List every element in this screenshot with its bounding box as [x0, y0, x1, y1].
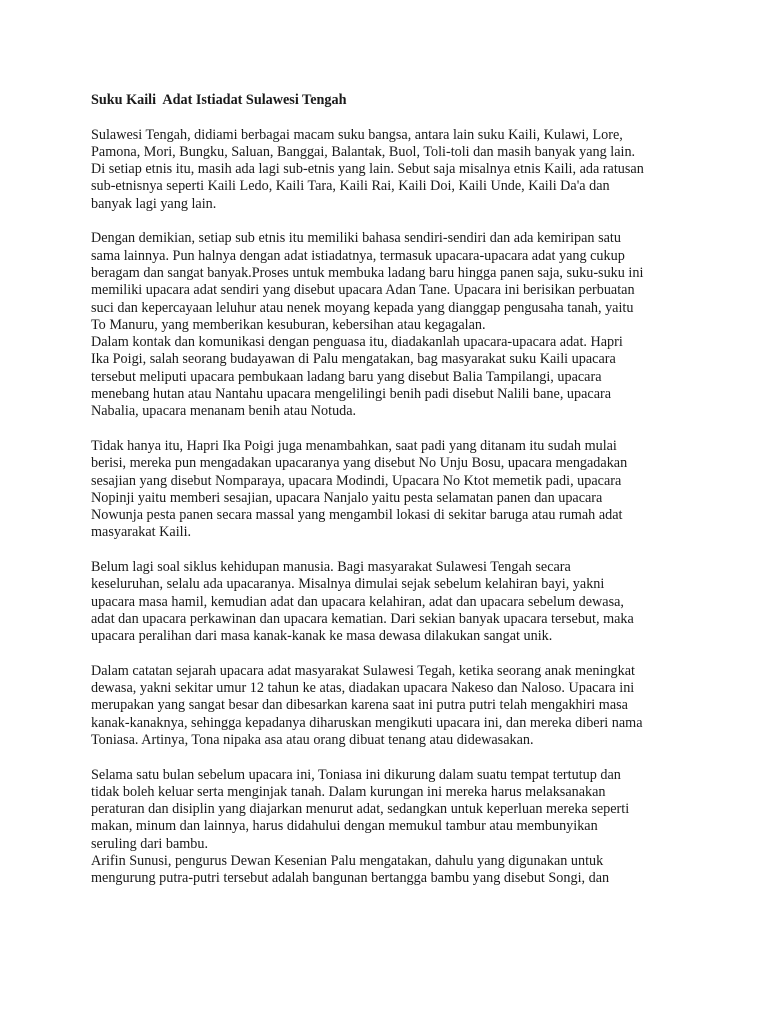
- text-line: banyak lagi yang lain.: [91, 195, 217, 212]
- paragraph: [91, 853, 691, 888]
- text-line: masyarakat Kaili.: [91, 524, 192, 541]
- text-line: Di setiap etnis itu, masih ada lagi sub-etnis yang lain. Sebut saja misalnya etnis Kaili, ada ratusan: [91, 161, 644, 178]
- text-line: Tidak hanya itu, Hapri Ika Poigi juga menambahkan, saat padi yang ditanam itu sudah mulai: [91, 437, 617, 454]
- text-line: Dalam catatan sejarah upacara adat masyarakat Sulawesi Tegah, ketika seorang anak meningkat: [91, 662, 635, 679]
- paragraph: [91, 767, 691, 853]
- text-line: menebang hutan atau Nantahu upacara mengelilingi benih padi disebut Nalili bane, upacara: [91, 386, 612, 403]
- text-line: seruling dari bambu.: [91, 835, 209, 852]
- document-body: [91, 92, 691, 905]
- text-line: Nopinji yaitu memberi sesajian, upacara Nanjalo yaitu pesta selamatan panen dan upacara: [91, 489, 603, 506]
- document-title: Suku Kaili Adat Istiadat Sulawesi Tengah: [91, 92, 347, 108]
- text-line: Ika Poigi, salah seorang budayawan di Palu mengatakan, bag masyarakat suku Kaili upacara: [91, 351, 616, 368]
- text-line: mengurung putra-putri tersebut adalah bangunan bertangga bambu yang disebut Songi, dan: [91, 870, 610, 887]
- text-line: upacara masa hamil, kemudian adat dan upacara kelahiran, adat dan upacara sebelum dewasa,: [91, 593, 624, 610]
- text-line: peraturan dan disiplin yang diajarkan menurut adat, sedangkan untuk keperluan mereka seperti: [91, 801, 630, 818]
- text-line: tersebut meliputi upacara pembukaan ladang baru yang disebut Balia Tampilangi, upacara: [91, 368, 602, 385]
- text-line: suci dan kepercayaan leluhur atau nenek moyang kepada yang dianggap pengusaha tanah, yaitu: [91, 299, 634, 316]
- paragraph: [91, 127, 691, 213]
- text-line: memiliki upacara adat sendiri yang disebut upacara Adan Tane. Upacara ini berisikan perbuatan: [91, 282, 635, 299]
- text-line: berisi, mereka pun mengadakan upacaranya yang disebut No Unju Bosu, upacara mengadakan: [91, 455, 628, 472]
- text-line: Pamona, Mori, Bungku, Saluan, Banggai, Balantak, Buol, Toli-toli dan masih banyak yang lain.: [91, 143, 636, 160]
- text-line: makan, minum dan lainnya, harus didahului dengan memukul tambur atau membunyikan: [91, 818, 598, 835]
- paragraph: [91, 438, 691, 542]
- text-line: keseluruhan, selalu ada upacaranya. Misalnya dimulai sejak sebelum kelahiran bayi, yakni: [91, 576, 605, 593]
- text-line: merupakan yang sangat besar dan dibesarkan karena saat ini putra putri telah mengakhiri masa: [91, 697, 628, 714]
- text-line: Selama satu bulan sebelum upacara ini, Toniasa ini dikurung dalam suatu tempat tertutup dan: [91, 766, 621, 783]
- text-line: Nowunja pesta panen secara massal yang mengambil lokasi di sekitar baruga atau rumah adat: [91, 507, 623, 524]
- text-line: dewasa, yakni sekitar umur 12 tahun ke atas, diadakan upacara Nakeso dan Naloso. Upacara ini: [91, 680, 635, 697]
- text-line: Dalam kontak dan komunikasi dengan penguasa itu, diadakanlah upacara-upacara adat. Hapri: [91, 334, 623, 351]
- paragraph: [91, 230, 691, 334]
- text-line: Arifin Sunusi, pengurus Dewan Kesenian Palu mengatakan, dahulu yang digunakan untuk: [91, 853, 604, 870]
- text-line: sama lainnya. Pun halnya dengan adat istiadatnya, termasuk upacara-upacara adat yang cukup: [91, 247, 625, 264]
- text-line: sub-etnisnya seperti Kaili Ledo, Kaili Tara, Kaili Rai, Kaili Doi, Kaili Unde, Kaili Da'a dan: [91, 178, 610, 195]
- text-line: Dengan demikian, setiap sub etnis itu memiliki bahasa sendiri-sendiri dan ada kemiripan satu: [91, 230, 621, 247]
- paragraph-list: [91, 127, 691, 888]
- text-line: Nabalia, upacara menanam benih atau Notuda.: [91, 403, 357, 420]
- text-line: adat dan upacara perkawinan dan upacara kematian. Dari sekian banyak upacara tersebut, maka: [91, 610, 634, 627]
- paragraph: [91, 663, 691, 749]
- paragraph: [91, 334, 691, 420]
- text-line: Toniasa. Artinya, Tona nipaka asa atau orang dibuat tenang atau didewasakan.: [91, 731, 534, 748]
- text-line: Belum lagi soal siklus kehidupan manusia. Bagi masyarakat Sulawesi Tengah secara: [91, 559, 571, 576]
- text-line: tidak boleh keluar serta menginjak tanah. Dalam kurungan ini mereka harus melaksanakan: [91, 783, 606, 800]
- text-line: To Manuru, yang memberikan kesuburan, kebersihan atau kegagalan.: [91, 316, 486, 333]
- text-line: Sulawesi Tengah, didiami berbagai macam suku bangsa, antara lain suku Kaili, Kulawi, Lore,: [91, 126, 623, 143]
- text-line: upacara peralihan dari masa kanak-kanak ke masa dewasa dilakukan sangat unik.: [91, 628, 553, 645]
- text-line: kanak-kanaknya, sehingga kepadanya diharuskan mengikuti upacara ini, dan mereka diberi nama: [91, 714, 643, 731]
- text-line: beragam dan sangat banyak.Proses untuk membuka ladang baru hingga panen saja, suku-suku ini: [91, 264, 644, 281]
- text-line: sesajian yang disebut Nomparaya, upacara Modindi, Upacara No Ktot memetik padi, upacara: [91, 472, 622, 489]
- paragraph: [91, 559, 691, 645]
